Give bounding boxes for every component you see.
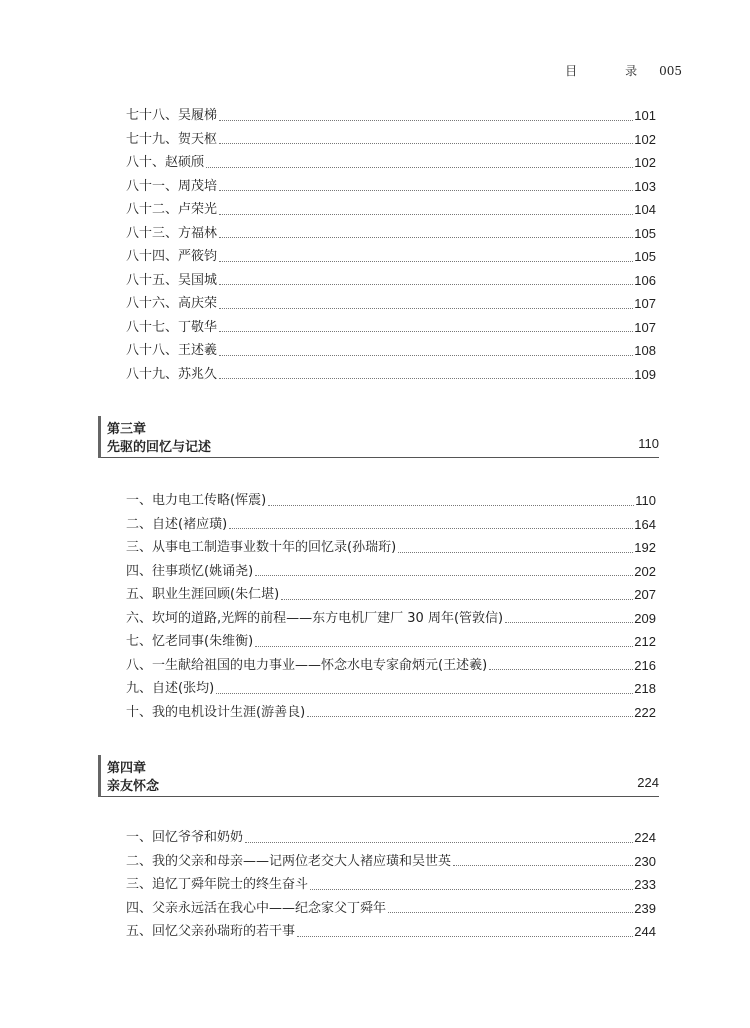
toc-entry-page: 107 [634,319,656,335]
toc-entry-title: 十、我的电机设计生涯(游善良) [126,704,306,720]
toc-entry[interactable] [126,873,656,897]
chapter-4-heading [98,755,659,797]
toc-entry-page: 107 [634,296,656,311]
toc-entry-page: 209 [634,610,656,626]
toc-entry-title: 八十一、周茂培 [126,178,218,194]
dot-leader [219,308,633,309]
toc-entry-page: 192 [634,540,656,555]
header-title: 目 录 [565,64,656,78]
toc-entry-title: 八十二、卢荣光 [126,202,218,217]
toc-entry-page: 110 [635,493,656,508]
toc-entry-page: 224 [634,830,656,845]
dot-leader [219,190,633,191]
dot-leader [219,143,633,144]
toc-entry[interactable] [126,607,656,631]
toc-entry[interactable] [126,269,656,293]
toc-entry-title: 八十八、王述羲 [126,343,218,358]
chapter-number: 第四章 [107,761,147,776]
toc-entry-title: 二、我的父亲和母亲——记两位老交大人褚应璜和吴世英 [126,853,452,869]
dot-leader [219,214,633,215]
toc-entry-title: 五、职业生涯回顾(朱仁堪) [126,587,280,602]
chapter-title: 亲友怀念 [107,779,160,794]
toc-entry-page: 104 [634,202,656,217]
toc-entry-title: 三、追忆丁舜年院士的终生奋斗 [126,877,309,892]
toc-entry[interactable] [126,513,656,537]
running-header [565,62,682,79]
toc-entry-title: 七十九、贺天枢 [126,131,218,147]
toc-entry-page: 102 [634,131,656,147]
toc-entry-title: 八十五、吴国城 [126,272,218,288]
toc-entry[interactable] [126,826,656,850]
toc-entry-title: 四、往事琐忆(姚诵尧) [126,563,254,579]
toc-entry-title: 七、忆老同事(朱维衡) [126,634,254,649]
dot-leader [219,120,633,121]
toc-entry[interactable] [126,292,656,316]
toc-entry[interactable] [126,677,656,701]
chapter-page: 224 [637,775,659,790]
toc-entry[interactable] [126,175,656,199]
toc-entry-page: 103 [634,178,656,194]
toc-entry-page: 202 [634,563,656,579]
chapter-number: 第三章 [107,422,147,437]
toc-entry-page: 212 [634,634,656,649]
toc-entry-page: 101 [634,108,656,123]
toc-entry-title: 八十六、高庆荣 [126,296,218,311]
dot-leader [297,936,633,937]
chapter-page: 110 [638,436,659,451]
toc-entry-title: 八十三、方福林 [126,225,218,241]
toc-list-section-2-end [126,104,656,386]
toc-entry[interactable] [126,583,656,607]
toc-entry-page: 230 [634,853,656,869]
dot-leader [219,378,633,379]
toc-entry[interactable] [126,222,656,246]
toc-entry-page: 233 [634,877,656,892]
dot-leader [229,528,633,529]
toc-entry-title: 七十八、吴履梯 [126,108,218,123]
toc-entry-page: 222 [634,704,656,720]
toc-entry[interactable] [126,850,656,874]
toc-entry[interactable] [126,104,656,128]
toc-entry[interactable] [126,363,656,387]
toc-entry-page: 102 [634,155,656,170]
toc-entry-title: 九、自述(张均) [126,681,215,696]
chapter-3-heading [98,416,659,458]
toc-entry[interactable] [126,151,656,175]
toc-entry[interactable] [126,245,656,269]
dot-leader [219,331,633,332]
toc-entry-page: 244 [634,924,656,939]
chapter-title: 先驱的回忆与记述 [107,440,212,455]
dot-leader [453,865,633,866]
toc-entry[interactable] [126,560,656,584]
toc-entry[interactable] [126,198,656,222]
dot-leader [388,912,633,913]
dot-leader [219,284,633,285]
toc-entry-title: 八十七、丁敬华 [126,319,218,335]
toc-entry[interactable] [126,654,656,678]
dot-leader [268,505,634,506]
toc-entry[interactable] [126,701,656,725]
toc-entry[interactable] [126,128,656,152]
chapter-rule [101,457,659,458]
dot-leader [216,693,633,694]
toc-list-chapter-4 [126,826,656,944]
header-page-number: 005 [659,64,682,78]
dot-leader [310,889,633,890]
toc-entry-page: 207 [634,587,656,602]
dot-leader [206,167,633,168]
toc-entry-page: 216 [634,657,656,673]
toc-entry[interactable] [126,489,656,513]
toc-list-chapter-3 [126,489,656,724]
toc-entry-page: 109 [634,366,656,382]
dot-leader [281,599,633,600]
toc-entry[interactable] [126,536,656,560]
toc-entry-page: 218 [634,681,656,696]
dot-leader [245,842,633,843]
toc-entry-title: 四、父亲永远活在我心中——纪念家父丁舜年 [126,900,387,916]
dot-leader [307,716,633,717]
dot-leader [489,669,633,670]
toc-entry[interactable] [126,897,656,921]
dot-leader [255,646,633,647]
toc-entry-page: 105 [634,249,656,264]
dot-leader [255,575,633,576]
toc-entry-title: 六、坎坷的道路,光辉的前程——东方电机厂建厂 30 周年(管敦信) [126,610,504,626]
toc-entry-page: 106 [634,272,656,288]
toc-entry-title: 二、自述(褚应璜) [126,516,228,532]
toc-entry-title: 八、一生献给祖国的电力事业——怀念水电专家俞炳元(王述羲) [126,657,488,673]
toc-entry[interactable] [126,630,656,654]
toc-entry-page: 105 [634,225,656,241]
toc-entry-title: 八十九、苏兆久 [126,366,218,382]
toc-entry-page: 239 [634,900,656,916]
toc-entry-title: 三、从事电工制造事业数十年的回忆录(孙瑞珩) [126,540,397,555]
toc-entry-title: 八十、赵硕颀 [126,155,205,170]
toc-entry-title: 五、回忆父亲孙瑞珩的若干事 [126,924,296,939]
dot-leader [219,261,633,262]
toc-entry-page: 108 [634,343,656,358]
toc-entry[interactable] [126,339,656,363]
dot-leader [219,355,633,356]
toc-entry-title: 一、回忆爷爷和奶奶 [126,830,244,845]
toc-entry-page: 164 [634,516,656,532]
dot-leader [398,552,633,553]
chapter-rule [101,796,659,797]
toc-entry-title: 一、电力电工传略(恽震) [126,493,267,508]
dot-leader [219,237,633,238]
toc-entry[interactable] [126,316,656,340]
dot-leader [505,622,633,623]
toc-entry-title: 八十四、严筱钧 [126,249,218,264]
toc-entry[interactable] [126,920,656,944]
